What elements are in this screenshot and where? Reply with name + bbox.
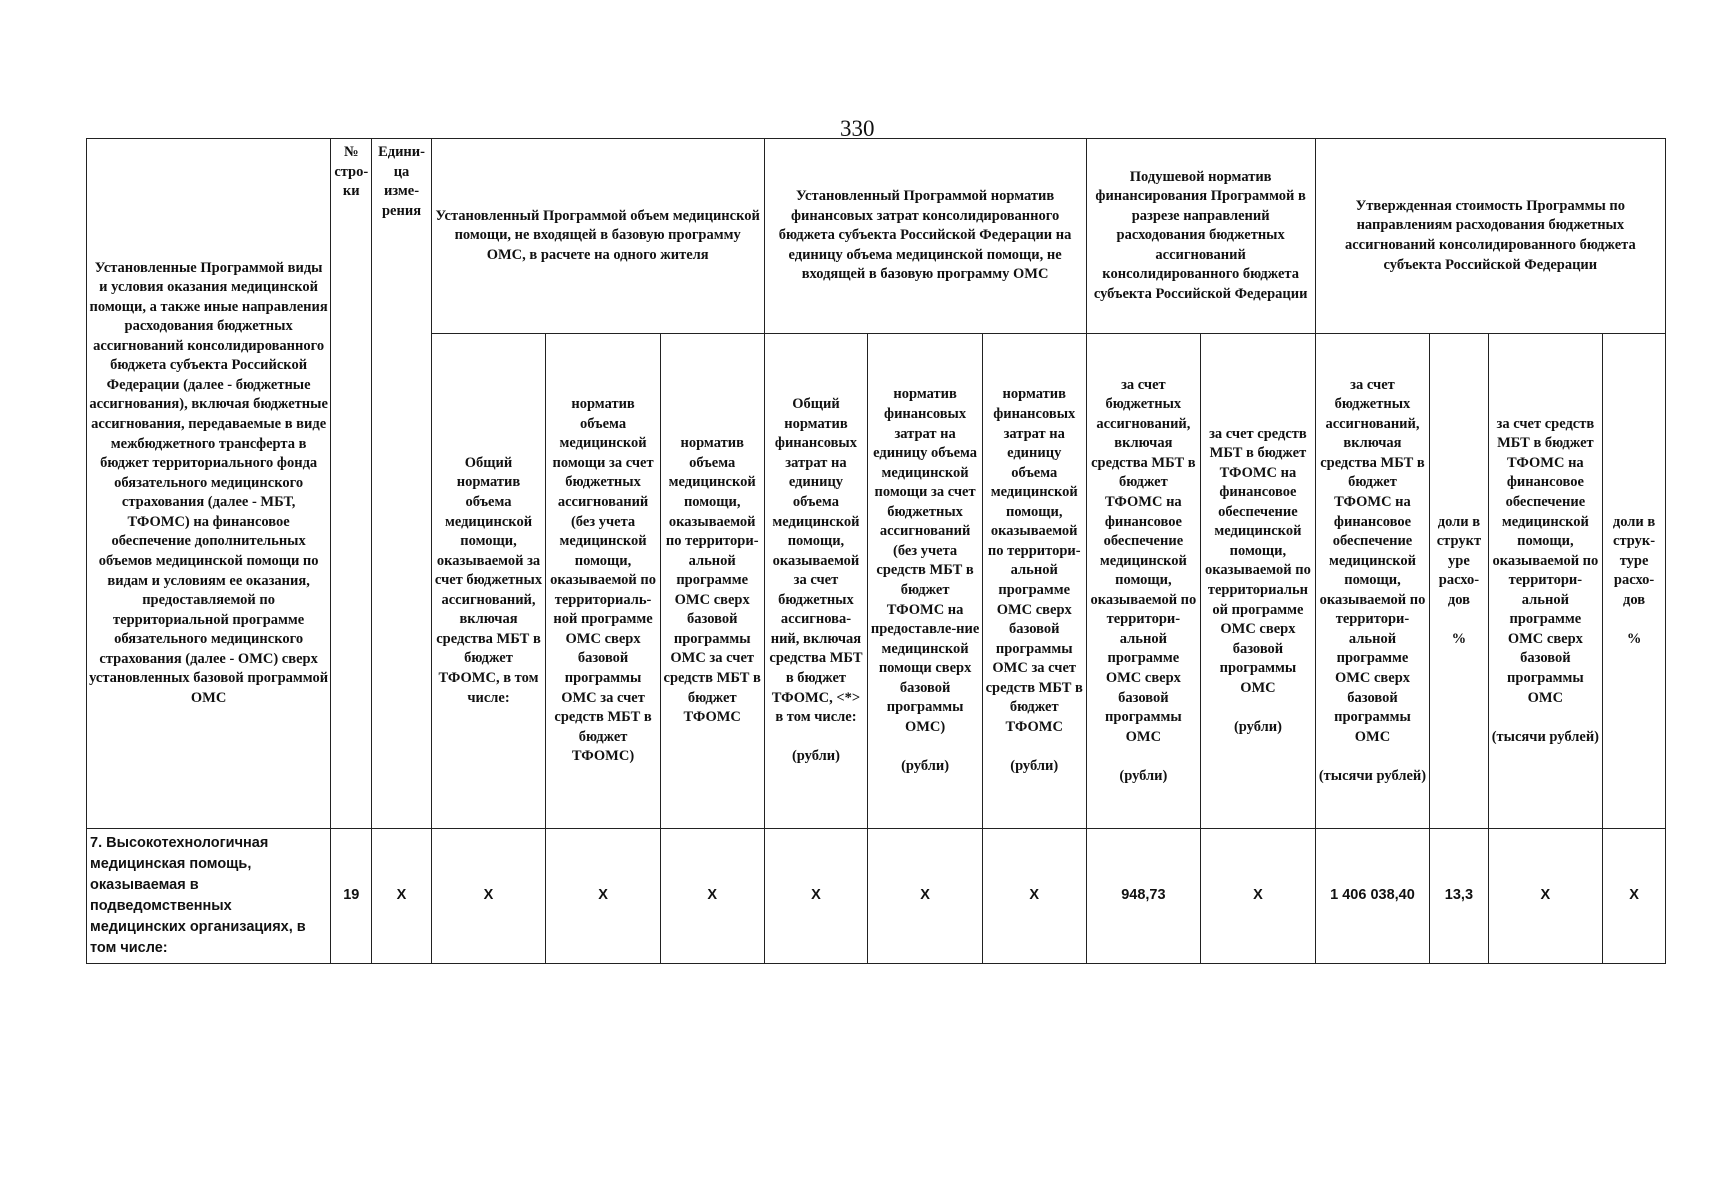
header-unit: Едини- ца изме- рения (372, 139, 431, 829)
header-sub-12: доли в струк-туре расхо-дов % (1603, 334, 1666, 829)
table-row (87, 829, 1666, 964)
header-sub-9: за счет бюджетных ассигнований, включая средства МБТ в бюджет ТФОМС на финансовое обеспечение медицинской помощи, оказываемой по территори-альной программе ОМС сверх базовой программы ОМС (тысячи рублей) (1315, 334, 1430, 829)
program-cost-table (86, 138, 1666, 964)
header-sub-10: доли в структ уре расхо-дов % (1430, 334, 1488, 829)
row-description: 7. Высокотехнологичная медицинская помощь, оказываемая в подведомственных медицинских организациях, в том числе: (87, 829, 331, 964)
cell-c6: X (982, 829, 1086, 964)
cell-c10: 13,3 (1430, 829, 1488, 964)
cell-c9: 1 406 038,40 (1315, 829, 1430, 964)
cell-c3: X (660, 829, 764, 964)
row-unit: X (372, 829, 431, 964)
cell-c12: X (1603, 829, 1666, 964)
header-cost-norm-group: Установленный Программой норматив финансовых затрат консолидированного бюджета субъекта Российской Федерации на единицу объема медицинской помощи, не входящей в базовую программу ОМС (764, 139, 1086, 334)
header-approved-cost-group: Утвержденная стоимость Программы по направлениям расходования бюджетных ассигнований консолидированного бюджета субъекта Российской Федерации (1315, 139, 1665, 334)
header-sub-11: за счет средств МБТ в бюджет ТФОМС на финансовое обеспечение медицинской помощи, оказываемой по территори-альной программе ОМС сверх базовой программы ОМС (тысячи рублей) (1488, 334, 1603, 829)
cell-c4: X (764, 829, 868, 964)
header-sub-5: норматив финансовых затрат на единицу объема медицинской помощи за счет бюджетных ассигнований (без учета средств МБТ в бюджет ТФОМС на предоставле-ние медицинской помощи сверх базовой программы ОМС) (рубли) (868, 334, 983, 829)
header-sub-1: Общий норматив объема медицинской помощи, оказываемой за счет бюджетных ассигнований, включая средства МБТ в бюджет ТФОМС, в том числе: (431, 334, 546, 829)
header-care-types: Установленные Программой виды и условия оказания медицинской помощи, а также иные направления расходования бюджетных ассигнований консолидированного бюджета субъекта Российской Федерации (далее - бюджетные ассигнования), включая бюджетные ассигнования, передаваемые в виде межбюджетного трансферта в бюджет территориального фонда обязательного медицинского страхования (далее - МБТ, ТФОМС) на финансовое обеспечение дополнительных объемов медицинской помощи по видам и условиям ее оказания, предоставляемой по территориальной программе обязательного медицинского страхования (далее - ОМС) сверх установленных базовой программой ОМС (87, 139, 331, 829)
header-sub-6: норматив финансовых затрат на единицу объема медицинской помощи, оказываемой по территори-альной программе ОМС сверх базовой программы ОМС за счет средств МБТ в бюджет ТФОМС (рубли) (982, 334, 1086, 829)
cell-c2: X (546, 829, 661, 964)
header-sub-4: Общий норматив финансовых затрат на единицу объема медицинской помощи, оказываемой за счет бюджетных ассигнова-ний, включая средства МБТ в бюджет ТФОМС, <*> в том числе: (рубли) (764, 334, 868, 829)
page-number: 330 (840, 116, 875, 141)
cell-c1: X (431, 829, 546, 964)
header-volume-group: Установленный Программой объем медицинской помощи, не входящей в базовую программу ОМС, в расчете на одного жителя (431, 139, 764, 334)
cell-c7: 948,73 (1086, 829, 1201, 964)
cell-c11: X (1488, 829, 1603, 964)
header-sub-3: норматив объема медицинской помощи, оказываемой по территори-альной программе ОМС сверх базовой программы ОМС за счет средств МБТ в бюджет ТФОМС (660, 334, 764, 829)
cell-c8: X (1201, 829, 1316, 964)
header-row-number: № стро- ки (331, 139, 372, 829)
cell-c5: X (868, 829, 983, 964)
header-sub-8: за счет средств МБТ в бюджет ТФОМС на финансовое обеспечение медицинской помощи, оказываемой по территориальн ой программе ОМС сверх базовой программы ОМС (рубли) (1201, 334, 1316, 829)
header-sub-2: норматив объема медицинской помощи за счет бюджетных ассигнований (без учета медицинской помощи, оказываемой по территориаль-ной программе ОМС сверх базовой программы ОМС за счет средств МБТ в бюджет ТФОМС) (546, 334, 661, 829)
header-sub-7: за счет бюджетных ассигнований, включая средства МБТ в бюджет ТФОМС на финансовое обеспечение медицинской помощи, оказываемой по территори-альной программе ОМС сверх базовой программы ОМС (рубли) (1086, 334, 1201, 829)
row-number: 19 (331, 829, 372, 964)
header-per-capita-group: Подушевой норматив финансирования Программой в разрезе направлений расходования бюджетных ассигнований консолидированного бюджета субъекта Российской Федерации (1086, 139, 1315, 334)
